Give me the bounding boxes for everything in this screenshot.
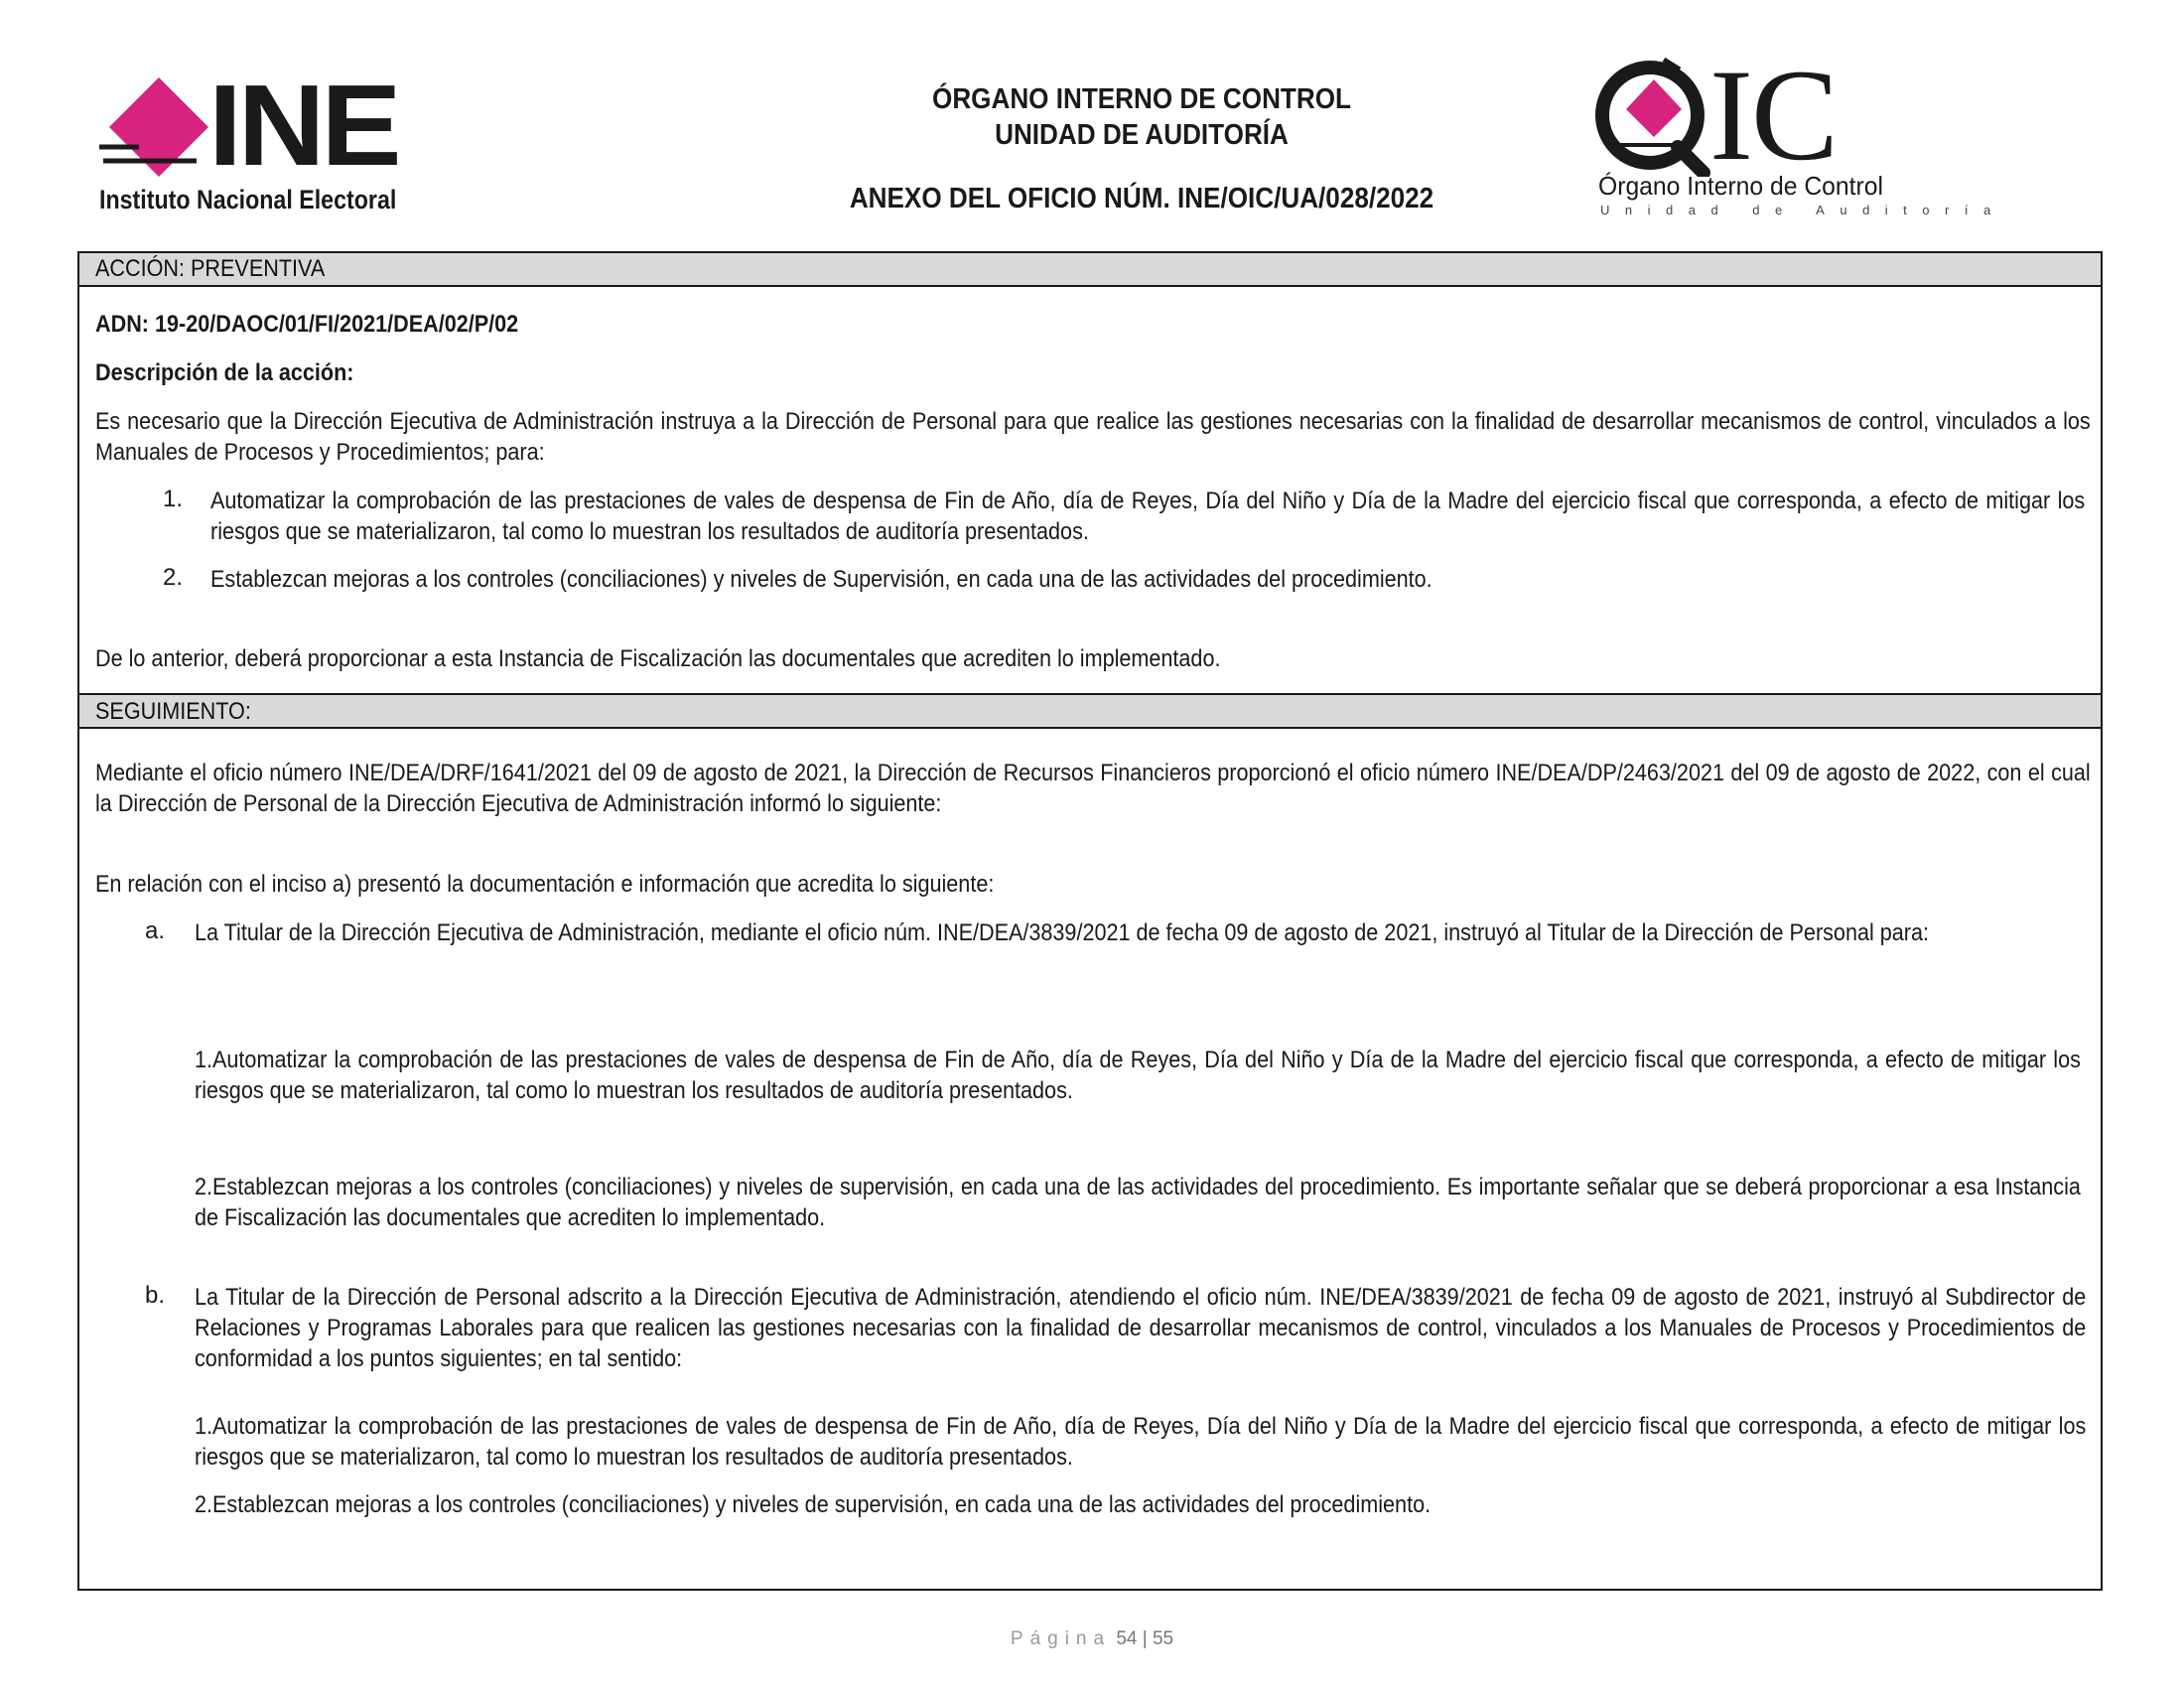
ine-logo-subtitle: Instituto Nacional Electoral: [99, 185, 397, 214]
page-footer: [0, 1628, 2184, 1650]
seguimiento-p1: Mediante el oficio número INE/DEA/DRF/1641/2021 del 09 de agosto de 2021, la Dirección de Recursos Financieros proporcionó el oficio número INE/DEA/DP/2463/2021 del 09 de agosto de 2022, con el cual la Dirección de Personal de la Dirección Ejecutiva de Administración informó lo siguiente:: [95, 760, 2091, 817]
seguimiento-heading: SEGUIMIENTO:: [95, 698, 251, 725]
ine-diamond-icon: [97, 77, 210, 181]
ine-logo-word: INE: [208, 61, 398, 190]
oic-logo: [1592, 42, 2006, 226]
oic-logo-word: IC: [1709, 42, 1837, 188]
accion-item-1-text: Automatizar la comprobación de las prestaciones de vales de despensa de Fin de Año, día de Reyes, Día del Niño y Día de la Madre del ejercicio fiscal que corresponda, a efecto de mitigar los riesgos que se materializaron, tal como lo muestran los resultados de auditoría presentados.: [210, 488, 2086, 545]
accion-item-2-number: 2.: [163, 564, 184, 591]
item-b-sub2: 2.Establezcan mejoras a los controles (conciliaciones) y niveles de supervisión, en cada una de las actividades del procedimiento.: [195, 1491, 1432, 1518]
header-title-line2: UNIDAD DE AUDITORÍA: [995, 119, 1289, 151]
document-header: [754, 81, 1529, 216]
page-word: Página: [1010, 1628, 1112, 1649]
accion-closing: De lo anterior, deberá proporcionar a esta Instancia de Fiscalización las documentales que acrediten lo implementado.: [95, 645, 1221, 672]
item-a-sub1: 1.Automatizar la comprobación de las prestaciones de vales de despensa de Fin de Año, día de Reyes, Día del Niño y Día de la Madre del ejercicio fiscal que corresponda, a efecto de mitigar los riesgos que se materializaron, tal como lo muestran los resultados de auditoría presentados.: [195, 1047, 2081, 1104]
page-number: 54 | 55: [1116, 1628, 1174, 1649]
descripcion-label: Descripción de la acción:: [95, 359, 354, 386]
accion-item-1-number: 1.: [163, 486, 184, 512]
seguimiento-p2: En relación con el inciso a) presentó la documentación e información que acredita lo siguiente:: [95, 871, 995, 898]
header-title-line1: ÓRGANO INTERNO DE CONTROL: [932, 83, 1351, 115]
item-a-text: La Titular de la Dirección Ejecutiva de Administración, mediante el oficio núm. INE/DEA/3839/2021 de fecha 09 de agosto de 2021, instruyó al Titular de la Dirección de Personal para:: [195, 919, 1930, 946]
adn-code: ADN: 19-20/DAOC/01/FI/2021/DEA/02/P/02: [95, 311, 519, 338]
accion-item-2-text: Establezcan mejoras a los controles (conciliaciones) y niveles de Supervisión, en cada una de las actividades del procedimiento.: [210, 566, 1433, 593]
ine-logo: [97, 61, 435, 216]
accion-heading: ACCIÓN: PREVENTIVA: [95, 255, 326, 282]
oic-logo-name: Órgano Interno de Control: [1598, 171, 1883, 201]
item-b-letter: b.: [145, 1282, 166, 1309]
item-a-letter: a.: [145, 917, 166, 944]
item-b-sub1: 1.Automatizar la comprobación de las prestaciones de vales de despensa de Fin de Año, día de Reyes, Día del Niño y Día de la Madre del ejercicio fiscal que corresponda, a efecto de mitigar los riesgos que se materializaron, tal como lo muestran los resultados de auditoría presentados.: [195, 1413, 2087, 1471]
accion-heading-bar: [79, 253, 2101, 287]
oficio-reference: ANEXO DEL OFICIO NÚM. INE/OIC/UA/028/2022: [849, 183, 1434, 214]
item-b-text: La Titular de la Dirección de Personal adscrito a la Dirección Ejecutiva de Administración, atendiendo el oficio núm. INE/DEA/3839/2021 de fecha 09 de agosto de 2021, instruyó al Subdirector de Relaciones y Programas Laborales para que realicen las gestiones necesarias con la finalidad de desarrollar mecanismos de control, vinculados a los Manuales de Procesos y Procedimientos de conformidad a los puntos siguientes; en tal sentido:: [195, 1284, 2087, 1372]
accion-intro: Es necesario que la Dirección Ejecutiva de Administración instruya a la Dirección de Personal para que realice las gestiones necesarias con la finalidad de desarrollar mecanismos de control, vinculados a los Manuales de Procesos y Procedimientos; para:: [95, 408, 2091, 466]
seguimiento-heading-bar: [79, 693, 2101, 729]
content-table: [77, 251, 2103, 1591]
item-a-sub2: 2.Establezcan mejoras a los controles (conciliaciones) y niveles de supervisión, en cada una de las actividades del procedimiento. Es importante señalar que se deberá proporcionar a esa Instancia de Fiscalización las documentales que acrediten lo implementado.: [195, 1174, 2081, 1231]
oic-logo-unit: Unidad de Auditoría: [1600, 203, 2006, 217]
